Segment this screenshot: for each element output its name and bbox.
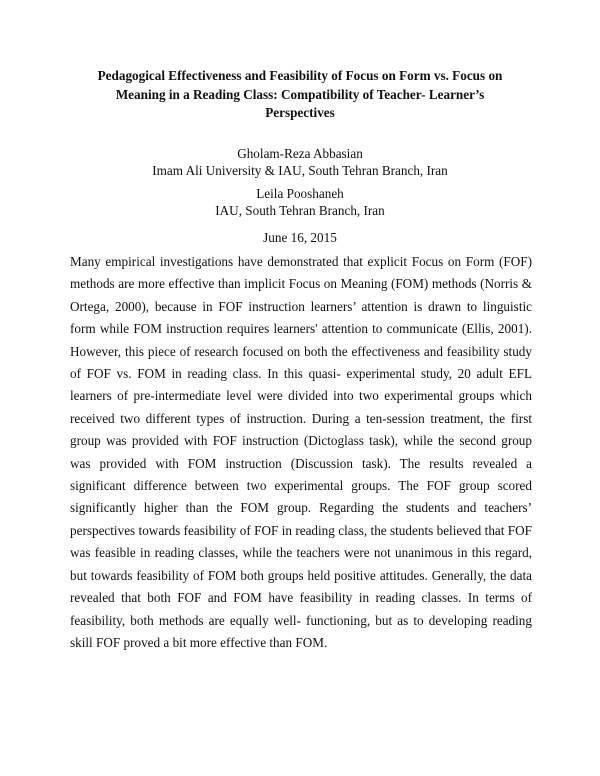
author-affiliation-1: Imam Ali University & IAU, South Tehran Branch, Iran (152, 163, 448, 178)
abstract-body: Many empirical investigations have demonstrated that explicit Focus on Form (FOF) methods are more effective than implicit Focus on Meaning (FOM) methods (Norris & Ortega, 2000), because in FOF instruction learners’ attention is drawn to linguistic form while FOM instruction requires learners' attention to communicate (Ellis, 2001). However, this piece of research focused on both the effectiveness and feasibility study of FOF vs. FOM in reading class. In this quasi- experimental study, 20 adult EFL learners of pre-intermediate level were divided into two experimental groups which received two different types of instruction. During a ten-session treatment, the first group was provided with FOF instruction (Dictoglass task), while the second group was provided with FOM instruction (Discussion task). The results revealed a significant difference between two experimental groups. The FOF group scored significantly higher than the FOM group. Regarding the students and teachers’ perspectives towards feasibility of FOF in reading class, the students believed that FOF was feasible in reading classes, while the teachers were not unanimous in this regard, but towards feasibility of FOM both groups held positive attitudes. Generally, the data revealed that both FOF and FOM have feasibility in reading classes. In terms of feasibility, both methods are equally well- functioning, but as to developing reading skill FOF proved a bit more effective than FOM. (70, 254, 532, 650)
author-name-1: Gholam-Reza Abbasian (237, 146, 363, 161)
paper-date: June 16, 2015 (263, 230, 337, 245)
paper-title: Pedagogical Effectiveness and Feasibility of Focus on Form vs. Focus on Meaning in a Reading Class: Compatibility of Teacher- Learner’s Perspectives (97, 68, 503, 120)
author-affiliation-2: IAU, South Tehran Branch, Iran (215, 203, 385, 218)
author-name-2: Leila Pooshaneh (256, 186, 344, 201)
